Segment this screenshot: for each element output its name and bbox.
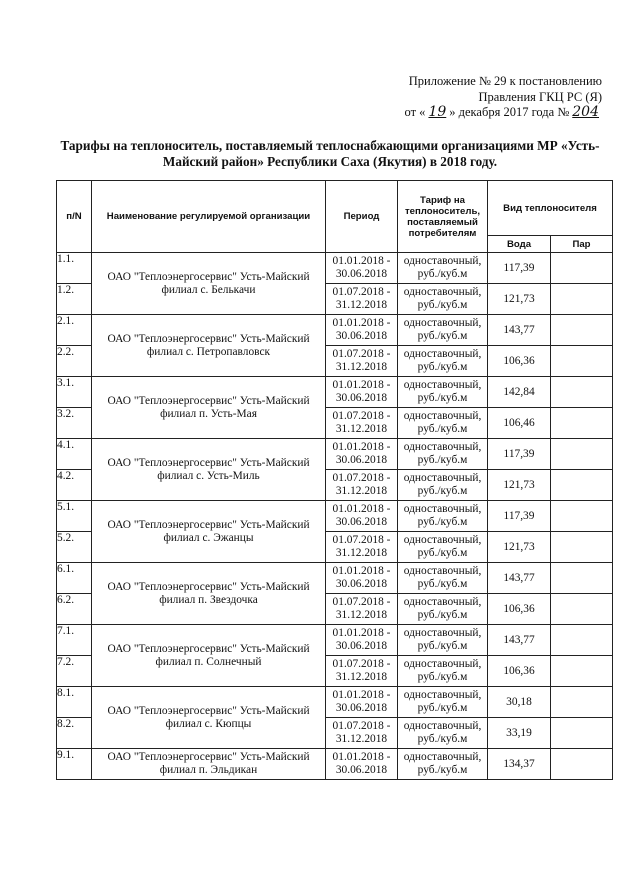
period-cell: 01.01.2018 - 30.06.2018: [326, 253, 398, 284]
organization-name: ОАО "Теплоэнергосервис" Усть-Майский филиал с. Петропавловск: [92, 315, 326, 377]
tariff-type-cell: одноставочный, руб./куб.м: [398, 315, 488, 346]
water-tariff-cell: 121,73: [488, 470, 551, 501]
period-cell: 01.07.2018 - 31.12.2018: [326, 718, 398, 749]
table-header-row: [57, 181, 613, 236]
water-tariff-cell: 30,18: [488, 687, 551, 718]
steam-tariff-cell: [551, 532, 613, 563]
steam-tariff-cell: [551, 377, 613, 408]
steam-tariff-cell: [551, 346, 613, 377]
date-middle: » декабря 2017 года №: [449, 105, 570, 119]
row-number: 2.2.: [57, 346, 92, 377]
handwritten-number: 204: [572, 104, 599, 120]
steam-tariff-cell: [551, 749, 613, 780]
water-tariff-cell: 121,73: [488, 284, 551, 315]
tariff-type-cell: одноставочный, руб./куб.м: [398, 563, 488, 594]
tariff-type-cell: одноставочный, руб./куб.м: [398, 532, 488, 563]
appendix-line: Приложение № 29 к постановлению: [408, 74, 602, 88]
organization-name: ОАО "Теплоэнергосервис" Усть-Майский филиал с. Усть-Миль: [92, 439, 326, 501]
period-cell: 01.07.2018 - 31.12.2018: [326, 470, 398, 501]
row-number: 9.1.: [57, 749, 92, 780]
period-cell: 01.07.2018 - 31.12.2018: [326, 346, 398, 377]
water-tariff-cell: 106,36: [488, 346, 551, 377]
table-row: [57, 687, 613, 718]
document-header: [342, 74, 602, 121]
steam-tariff-cell: [551, 408, 613, 439]
period-cell: 01.01.2018 - 30.06.2018: [326, 749, 398, 780]
period-cell: 01.07.2018 - 31.12.2018: [326, 656, 398, 687]
steam-tariff-cell: [551, 563, 613, 594]
period-cell: 01.01.2018 - 30.06.2018: [326, 501, 398, 532]
row-number: 8.2.: [57, 718, 92, 749]
water-tariff-cell: 143,77: [488, 563, 551, 594]
tariff-type-cell: одноставочный, руб./куб.м: [398, 749, 488, 780]
tariff-type-cell: одноставочный, руб./куб.м: [398, 594, 488, 625]
organization-name: ОАО "Теплоэнергосервис" Усть-Майский филиал с. Белькачи: [92, 253, 326, 315]
col-header-tariff: Тариф на теплоноситель, поставляемый потребителям: [398, 181, 488, 253]
document-title: Тарифы на теплоноситель, поставляемый теплоснабжающими организациями МР «Усть-Майский район» Республики Саха (Якутия) в 2018 году.: [60, 138, 600, 169]
row-number: 8.1.: [57, 687, 92, 718]
water-tariff-cell: 142,84: [488, 377, 551, 408]
water-tariff-cell: 117,39: [488, 253, 551, 284]
row-number: 7.1.: [57, 625, 92, 656]
period-cell: 01.01.2018 - 30.06.2018: [326, 687, 398, 718]
handwritten-day: 19: [428, 104, 447, 120]
water-tariff-cell: 121,73: [488, 532, 551, 563]
row-number: 1.1.: [57, 253, 92, 284]
col-header-steam: Пар: [551, 236, 613, 253]
table-row: [57, 253, 613, 284]
table-body: [57, 253, 613, 780]
water-tariff-cell: 117,39: [488, 439, 551, 470]
water-tariff-cell: 33,19: [488, 718, 551, 749]
row-number: 4.2.: [57, 470, 92, 501]
table-row: [57, 563, 613, 594]
date-prefix: от «: [404, 105, 426, 119]
organization-name: ОАО "Теплоэнергосервис" Усть-Майский филиал п. Солнечный: [92, 625, 326, 687]
tariff-type-cell: одноставочный, руб./куб.м: [398, 501, 488, 532]
organization-name: ОАО "Теплоэнергосервис" Усть-Майский филиал п. Эльдикан: [92, 749, 326, 780]
date-line: [342, 105, 602, 121]
water-tariff-cell: 143,77: [488, 625, 551, 656]
steam-tariff-cell: [551, 439, 613, 470]
tariff-type-cell: одноставочный, руб./куб.м: [398, 439, 488, 470]
row-number: 6.2.: [57, 594, 92, 625]
steam-tariff-cell: [551, 501, 613, 532]
table-row: [57, 439, 613, 470]
tariff-type-cell: одноставочный, руб./куб.м: [398, 470, 488, 501]
period-cell: 01.07.2018 - 31.12.2018: [326, 594, 398, 625]
table-row: [57, 501, 613, 532]
tariff-type-cell: одноставочный, руб./куб.м: [398, 408, 488, 439]
steam-tariff-cell: [551, 656, 613, 687]
water-tariff-cell: 106,46: [488, 408, 551, 439]
period-cell: 01.07.2018 - 31.12.2018: [326, 408, 398, 439]
tariff-type-cell: одноставочный, руб./куб.м: [398, 346, 488, 377]
water-tariff-cell: 143,77: [488, 315, 551, 346]
row-number: 1.2.: [57, 284, 92, 315]
steam-tariff-cell: [551, 687, 613, 718]
row-number: 4.1.: [57, 439, 92, 470]
tariff-table: [56, 180, 613, 780]
period-cell: 01.01.2018 - 30.06.2018: [326, 439, 398, 470]
table-row: [57, 749, 613, 780]
tariff-type-cell: одноставочный, руб./куб.м: [398, 625, 488, 656]
organization-name: ОАО "Теплоэнергосервис" Усть-Майский филиал п. Усть-Мая: [92, 377, 326, 439]
steam-tariff-cell: [551, 284, 613, 315]
steam-tariff-cell: [551, 718, 613, 749]
period-cell: 01.01.2018 - 30.06.2018: [326, 625, 398, 656]
organization-name: ОАО "Теплоэнергосервис" Усть-Майский филиал с. Кюпцы: [92, 687, 326, 749]
water-tariff-cell: 117,39: [488, 501, 551, 532]
table-row: [57, 315, 613, 346]
water-tariff-cell: 106,36: [488, 656, 551, 687]
period-cell: 01.01.2018 - 30.06.2018: [326, 315, 398, 346]
row-number: 2.1.: [57, 315, 92, 346]
row-number: 5.2.: [57, 532, 92, 563]
row-number: 3.1.: [57, 377, 92, 408]
col-header-org: Наименование регулируемой организации: [92, 181, 326, 253]
steam-tariff-cell: [551, 625, 613, 656]
period-cell: 01.01.2018 - 30.06.2018: [326, 563, 398, 594]
period-cell: 01.01.2018 - 30.06.2018: [326, 377, 398, 408]
steam-tariff-cell: [551, 315, 613, 346]
steam-tariff-cell: [551, 470, 613, 501]
col-header-water: Вода: [488, 236, 551, 253]
table-row: [57, 625, 613, 656]
row-number: 5.1.: [57, 501, 92, 532]
tariff-type-cell: одноставочный, руб./куб.м: [398, 377, 488, 408]
steam-tariff-cell: [551, 594, 613, 625]
water-tariff-cell: 134,37: [488, 749, 551, 780]
tariff-type-cell: одноставочный, руб./куб.м: [398, 687, 488, 718]
tariff-type-cell: одноставочный, руб./куб.м: [398, 253, 488, 284]
tariff-type-cell: одноставочный, руб./куб.м: [398, 656, 488, 687]
col-header-period: Период: [326, 181, 398, 253]
row-number: 3.2.: [57, 408, 92, 439]
period-cell: 01.07.2018 - 31.12.2018: [326, 532, 398, 563]
row-number: 7.2.: [57, 656, 92, 687]
water-tariff-cell: 106,36: [488, 594, 551, 625]
tariff-type-cell: одноставочный, руб./куб.м: [398, 284, 488, 315]
col-header-kind: Вид теплоносителя: [488, 181, 613, 236]
col-header-num: п/N: [57, 181, 92, 253]
table-row: [57, 377, 613, 408]
tariff-type-cell: одноставочный, руб./куб.м: [398, 718, 488, 749]
steam-tariff-cell: [551, 253, 613, 284]
organization-name: ОАО "Теплоэнергосервис" Усть-Майский филиал п. Звездочка: [92, 563, 326, 625]
row-number: 6.1.: [57, 563, 92, 594]
authority-line: Правления ГКЦ РС (Я): [478, 89, 602, 104]
organization-name: ОАО "Теплоэнергосервис" Усть-Майский филиал с. Эжанцы: [92, 501, 326, 563]
period-cell: 01.07.2018 - 31.12.2018: [326, 284, 398, 315]
